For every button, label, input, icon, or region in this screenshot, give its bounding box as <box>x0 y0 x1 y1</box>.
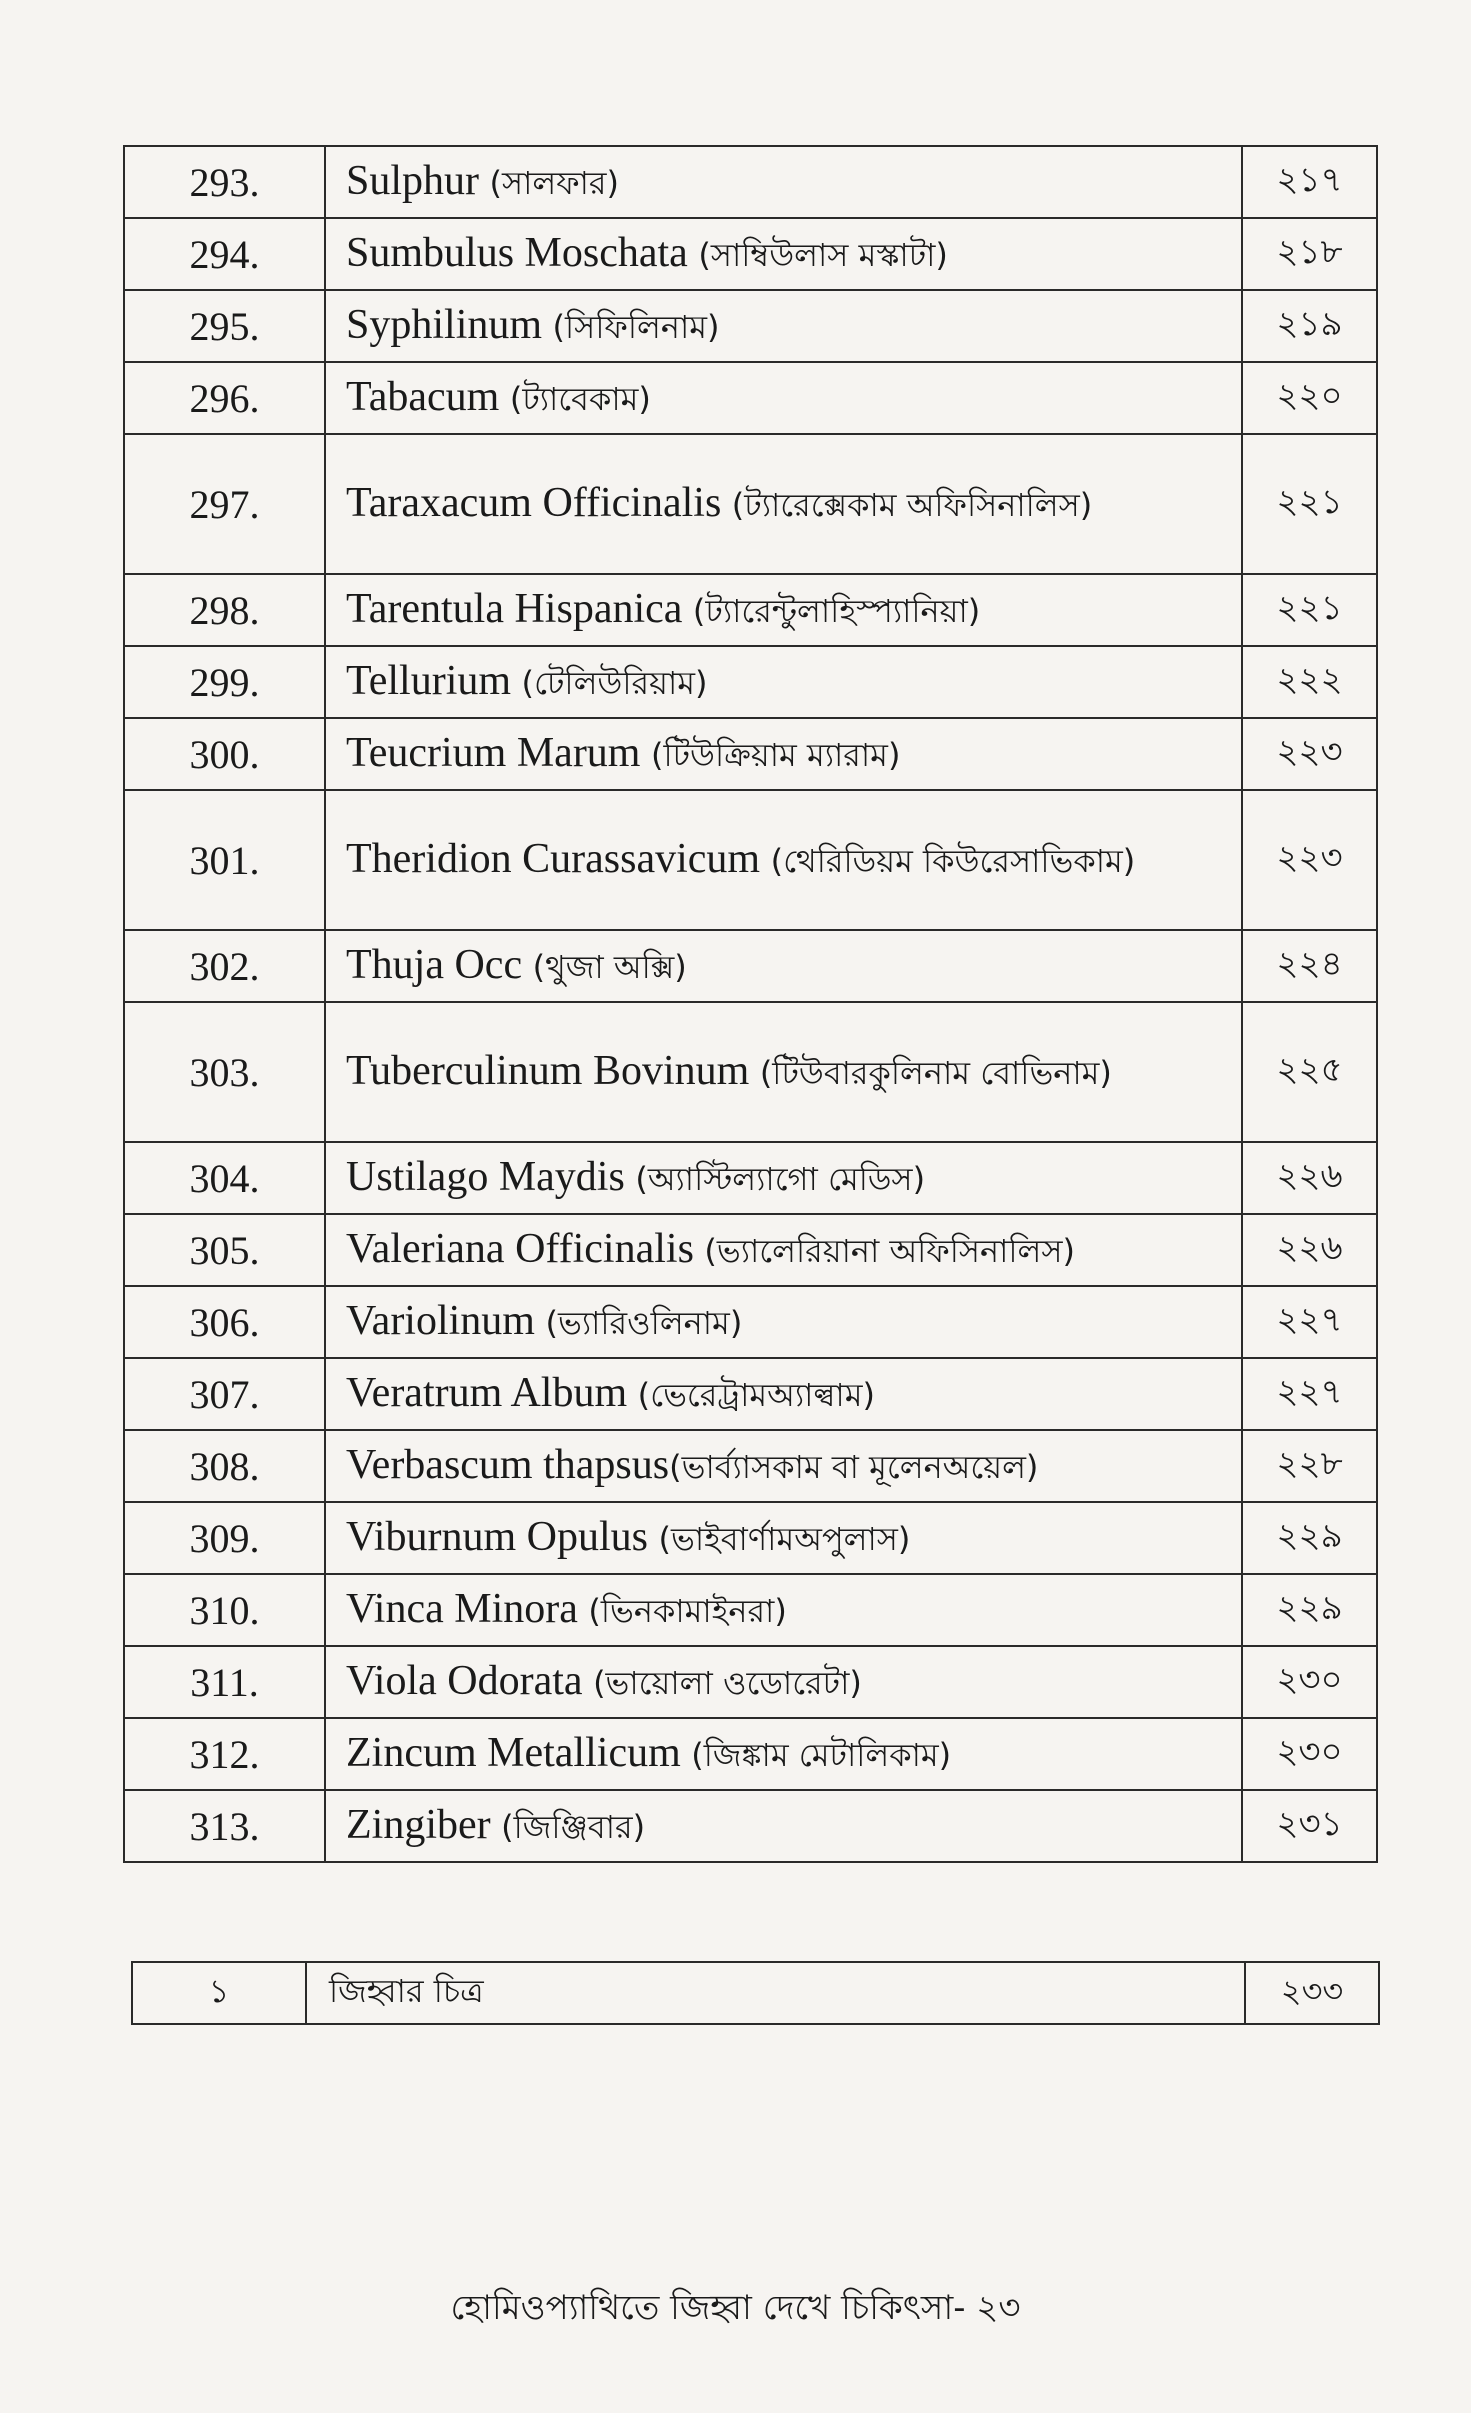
entry-page: ২২৯ <box>1242 1574 1377 1646</box>
entry-number: 312. <box>124 1718 325 1790</box>
entry-bengali-name: (সালফার) <box>489 164 620 202</box>
entry-bengali-name: (ভার্ব্যাসকাম বা মূলেনঅয়েল) <box>669 1448 1039 1486</box>
entry-page: ২২৬ <box>1242 1142 1377 1214</box>
table-row <box>124 434 1377 574</box>
entry-number: 310. <box>124 1574 325 1646</box>
table-row <box>124 1358 1377 1430</box>
entry-latin-name: Tellurium <box>346 658 512 704</box>
table-row <box>124 1502 1377 1574</box>
entry-title <box>325 434 1242 574</box>
entry-title <box>325 574 1242 646</box>
entry-latin-name: Viburnum Opulus <box>346 1514 648 1560</box>
entry-bengali-name: (টেলিউরিয়াম) <box>521 664 708 702</box>
entry-title <box>325 1002 1242 1142</box>
entry-bengali-name: (ভ্যারিওলিনাম) <box>545 1304 743 1342</box>
entry-title <box>325 1358 1242 1430</box>
entry-latin-name: Sulphur <box>346 158 480 204</box>
entry-latin-name: Verbascum thapsus <box>346 1442 670 1488</box>
entry-latin-name: Zincum Metallicum <box>346 1730 681 1776</box>
entry-latin-name: Vinca Minora <box>346 1586 578 1632</box>
entry-latin-name: Teucrium Marum <box>346 730 641 776</box>
entry-bengali-name: (থুজা অক্সি) <box>532 948 687 986</box>
table-row <box>124 1214 1377 1286</box>
entry-latin-name: Sumbulus Moschata <box>346 230 688 276</box>
entry-latin-name: Zingiber <box>346 1802 491 1848</box>
entry-bengali-name: (ভেরেট্রামঅ্যাল্বাম) <box>637 1376 875 1414</box>
table-row <box>132 1962 1379 2024</box>
entry-bengali-name: (অ্যাস্টিল্যাগো মেডিস) <box>635 1160 926 1198</box>
entry-number: 295. <box>124 290 325 362</box>
entry-page: ২৩১ <box>1242 1790 1377 1862</box>
entry-bengali-name: (জিঙ্কাম মেটালিকাম) <box>691 1736 952 1774</box>
entry-bengali-name: (টিউক্রিয়াম ম্যারাম) <box>650 736 901 774</box>
entry-title <box>325 1718 1242 1790</box>
entry-page: ২২১ <box>1242 574 1377 646</box>
entry-number: 293. <box>124 146 325 218</box>
entry-title <box>325 1142 1242 1214</box>
entry-number: 306. <box>124 1286 325 1358</box>
entry-bengali-name: (ভ্যালেরিয়ানা অফিসিনালিস) <box>704 1232 1075 1270</box>
entry-page: ২৩০ <box>1242 1718 1377 1790</box>
entry-number: 311. <box>124 1646 325 1718</box>
entry-bengali-name: (ট্যারেক্সেকাম অফিসিনালিস) <box>731 486 1093 524</box>
entry-number: 296. <box>124 362 325 434</box>
table-row <box>124 362 1377 434</box>
entry-number: 302. <box>124 930 325 1002</box>
entry-number: 297. <box>124 434 325 574</box>
entry-number: 309. <box>124 1502 325 1574</box>
table-row <box>124 1142 1377 1214</box>
entry-page: ২২৩ <box>1242 718 1377 790</box>
entry-title <box>325 930 1242 1002</box>
table-row <box>124 574 1377 646</box>
entry-bengali-name: (সিফিলিনাম) <box>552 308 720 346</box>
table-row <box>124 930 1377 1002</box>
entry-bengali-name: (থেরিডিয়ম কিউরেসাভিকাম) <box>770 842 1136 880</box>
entry-latin-name: Variolinum <box>346 1298 535 1344</box>
table-row <box>124 290 1377 362</box>
entry-page: ২২৮ <box>1242 1430 1377 1502</box>
table-row <box>124 146 1377 218</box>
entry-title <box>325 218 1242 290</box>
entry-latin-name: Tuberculinum Bovinum <box>346 1048 750 1094</box>
entry-number: 298. <box>124 574 325 646</box>
entry-latin-name: Syphilinum <box>346 302 543 348</box>
entry-latin-name: Veratrum Album <box>346 1370 628 1416</box>
entry-page: ২১৭ <box>1242 146 1377 218</box>
entry-latin-name: Theridion Curassavicum <box>346 836 761 882</box>
entry-page: ২২০ <box>1242 362 1377 434</box>
entry-bengali-name: (ভায়োলা ওডোরেটা) <box>593 1664 862 1702</box>
entry-page: ২২৭ <box>1242 1358 1377 1430</box>
entry-latin-name: Viola Odorata <box>346 1658 583 1704</box>
entry-latin-name: Taraxacum Officinalis <box>346 480 722 526</box>
table-row <box>124 1790 1377 1862</box>
entry-bengali-name: (টিউবারকুলিনাম বোভিনাম) <box>759 1054 1112 1092</box>
figure-page: ২৩৩ <box>1245 1962 1379 2024</box>
entry-title <box>325 1286 1242 1358</box>
entry-number: 308. <box>124 1430 325 1502</box>
entry-page: ২২৯ <box>1242 1502 1377 1574</box>
entry-title <box>325 1646 1242 1718</box>
entry-page: ২১৮ <box>1242 218 1377 290</box>
table-row <box>124 1718 1377 1790</box>
table-row <box>124 218 1377 290</box>
entry-bengali-name: (সাম্বিউলাস মস্কাটা) <box>698 236 948 274</box>
page-footer: হোমিওপ্যাথিতে জিহ্বা দেখে চিকিৎসা- ২৩ <box>450 2288 1021 2328</box>
entry-title <box>325 790 1242 930</box>
entry-number: 301. <box>124 790 325 930</box>
table-row <box>124 790 1377 930</box>
table-row <box>124 1286 1377 1358</box>
entry-page: ২২৪ <box>1242 930 1377 1002</box>
entry-bengali-name: (ট্যারেন্টুলাহিস্প্যানিয়া) <box>692 592 981 630</box>
entry-page: ২২২ <box>1242 646 1377 718</box>
entry-page: ২৩০ <box>1242 1646 1377 1718</box>
entry-bengali-name: (জিঞ্জিবার) <box>501 1808 646 1846</box>
table-row <box>124 1646 1377 1718</box>
figure-list-table <box>131 1961 1380 2025</box>
entry-number: 300. <box>124 718 325 790</box>
entry-latin-name: Tabacum <box>346 374 500 420</box>
entry-title <box>325 1430 1242 1502</box>
entry-number: 299. <box>124 646 325 718</box>
entry-number: 307. <box>124 1358 325 1430</box>
entry-number: 294. <box>124 218 325 290</box>
entry-bengali-name: (ভিনকামাইনরা) <box>588 1592 787 1630</box>
entry-page: ২২১ <box>1242 434 1377 574</box>
entry-number: 305. <box>124 1214 325 1286</box>
table-row <box>124 1574 1377 1646</box>
figure-title: জিহ্বার চিত্র <box>306 1962 1245 2024</box>
entry-page: ২২৩ <box>1242 790 1377 930</box>
entry-title <box>325 362 1242 434</box>
entry-title <box>325 1790 1242 1862</box>
table-row <box>124 646 1377 718</box>
table-row <box>124 718 1377 790</box>
entry-title <box>325 1574 1242 1646</box>
contents-table <box>123 145 1378 1863</box>
entry-title <box>325 1502 1242 1574</box>
entry-title <box>325 646 1242 718</box>
entry-page: ২২৫ <box>1242 1002 1377 1142</box>
entry-latin-name: Thuja Occ <box>346 942 523 988</box>
entry-page: ২১৯ <box>1242 290 1377 362</box>
entry-title <box>325 718 1242 790</box>
entry-number: 313. <box>124 1790 325 1862</box>
entry-title <box>325 146 1242 218</box>
entry-title <box>325 1214 1242 1286</box>
entry-number: 304. <box>124 1142 325 1214</box>
table-row <box>124 1002 1377 1142</box>
entry-number: 303. <box>124 1002 325 1142</box>
entry-bengali-name: (ভাইবার্ণামঅপুলাস) <box>658 1520 911 1558</box>
entry-latin-name: Valeriana Officinalis <box>346 1226 694 1272</box>
entry-page: ২২৬ <box>1242 1214 1377 1286</box>
entry-page: ২২৭ <box>1242 1286 1377 1358</box>
table-row <box>124 1430 1377 1502</box>
figure-number: ১ <box>132 1962 306 2024</box>
entry-latin-name: Ustilago Maydis <box>346 1154 625 1200</box>
entry-latin-name: Tarentula Hispanica <box>346 586 683 632</box>
entry-title <box>325 290 1242 362</box>
entry-bengali-name: (ট্যাবেকাম) <box>509 380 651 418</box>
